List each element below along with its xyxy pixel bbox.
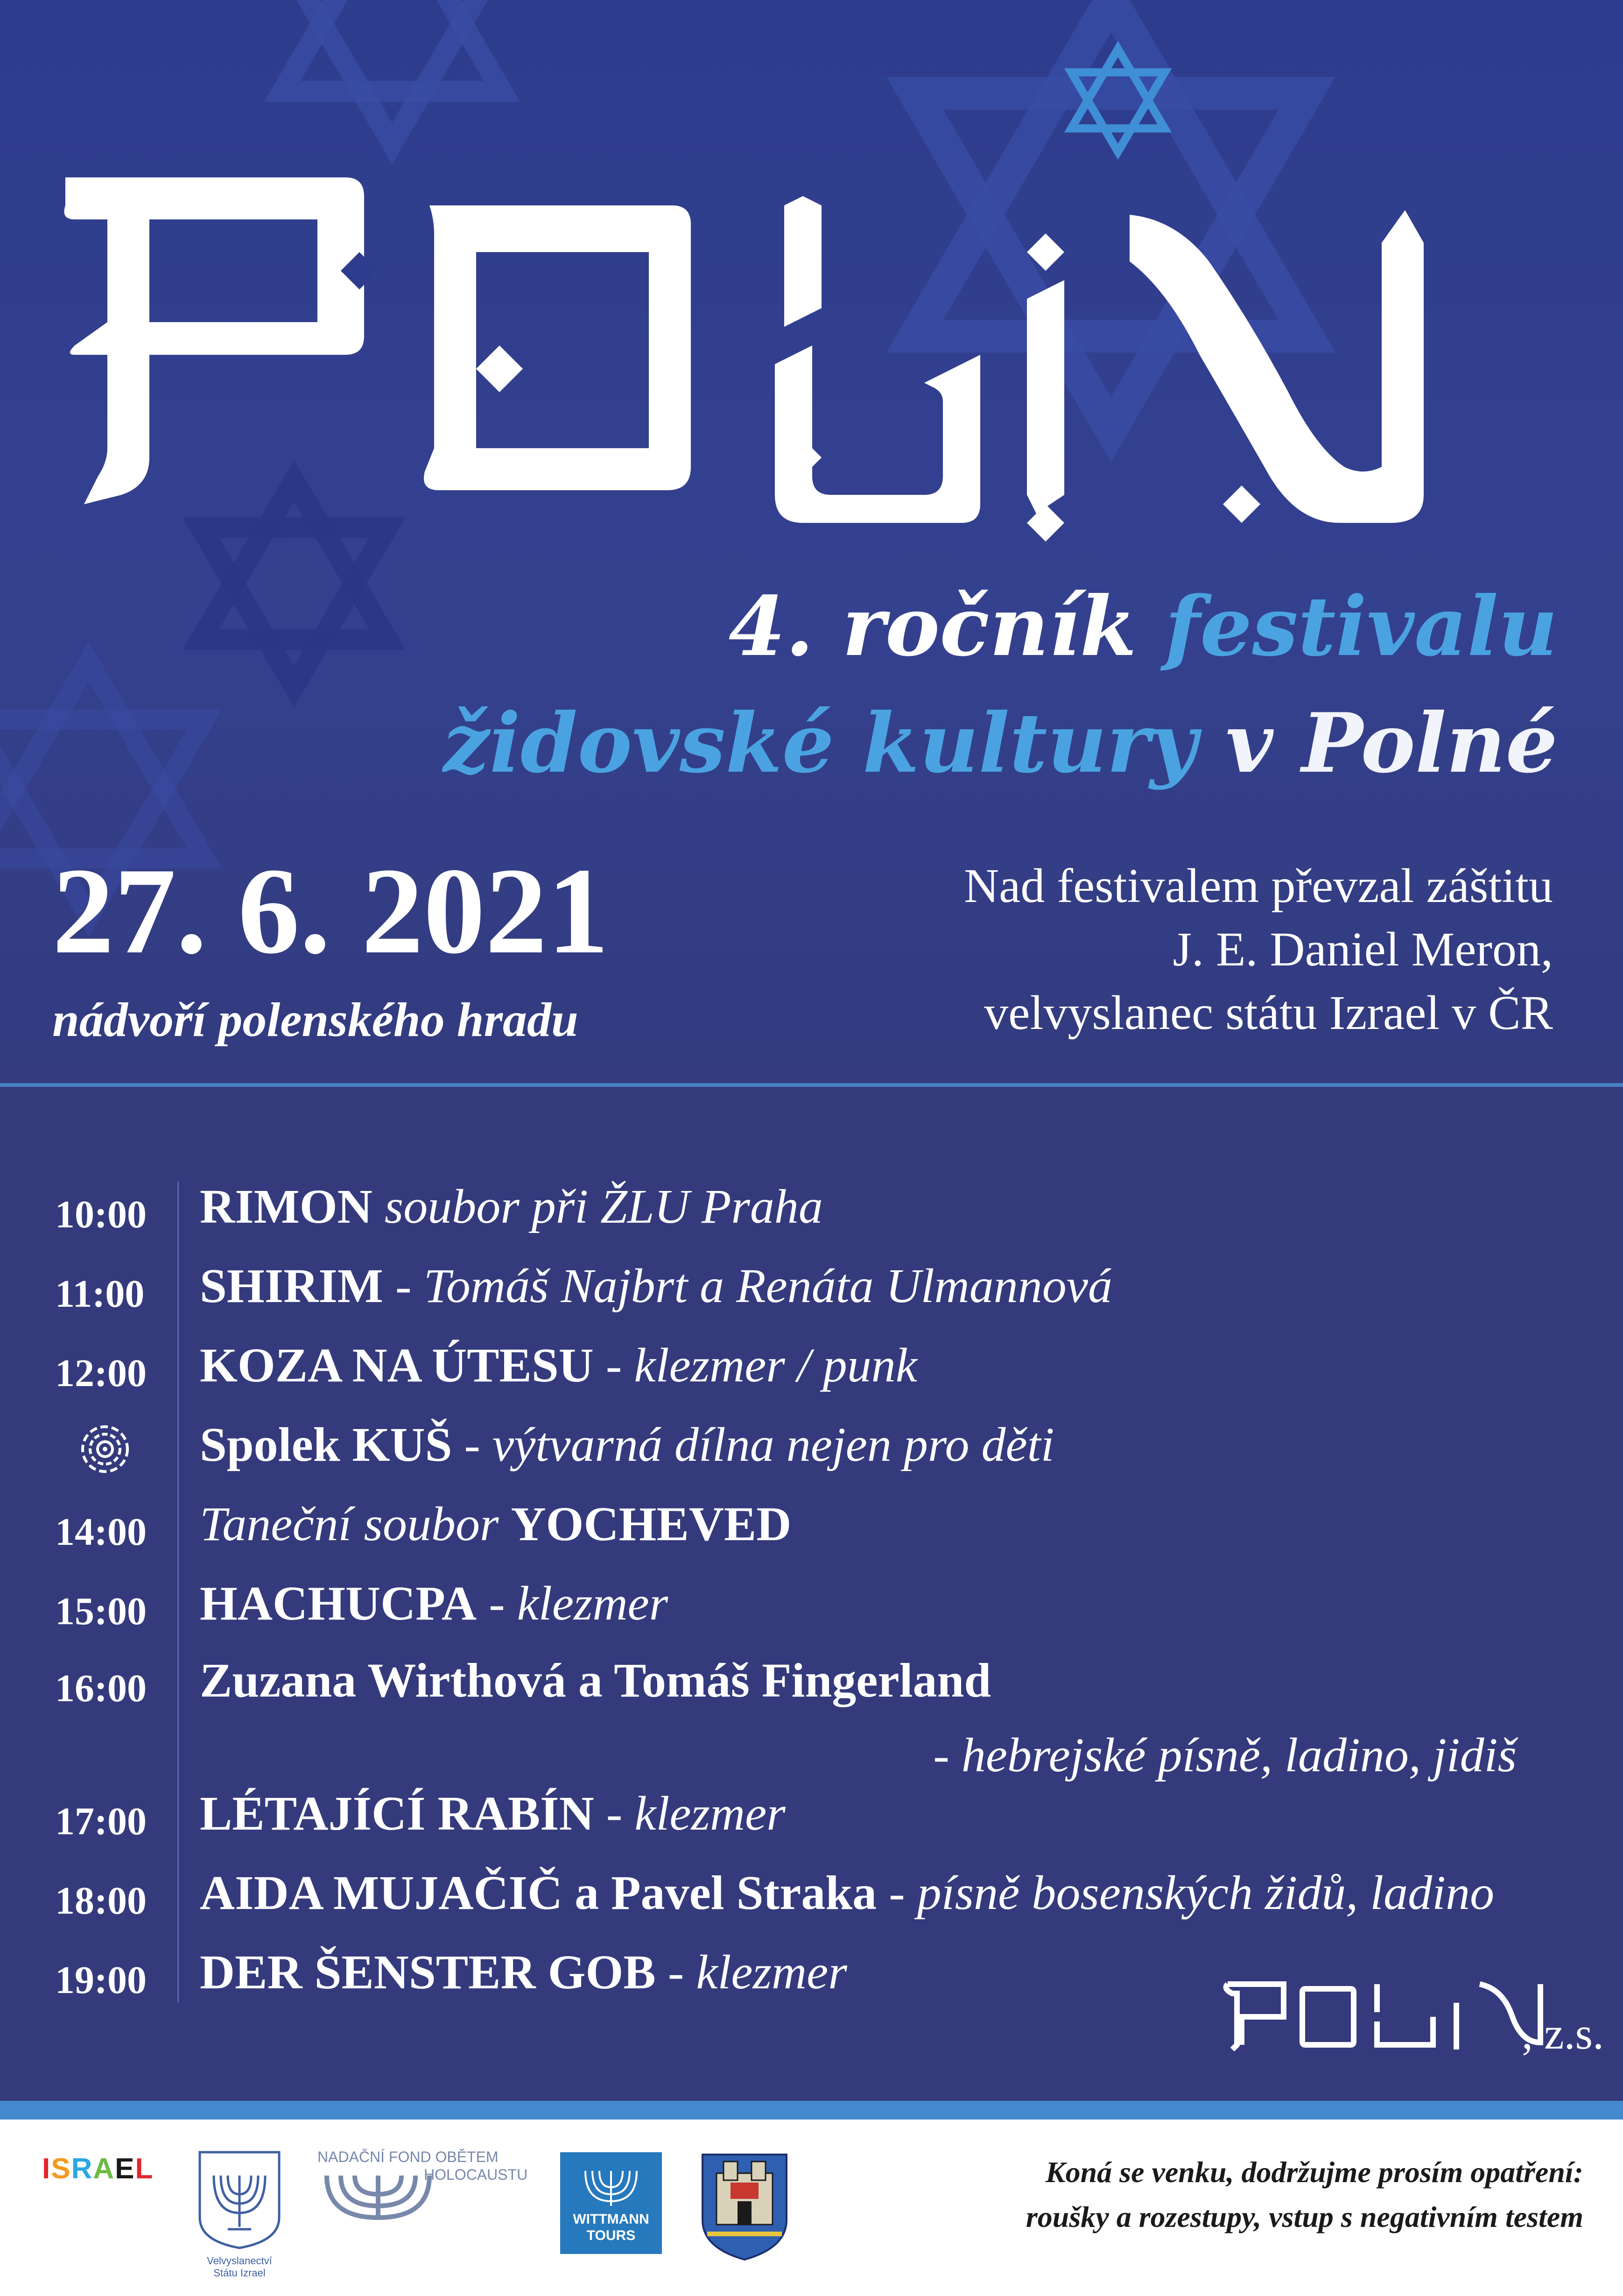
patronage-line-3: velvyslanec státu Izrael v ČR [984,986,1553,1040]
israel-letter: E [115,2153,135,2185]
program-text [200,1653,991,1708]
program-time: 19:00 [55,1958,147,2002]
program-time: 15:00 [55,1590,147,1633]
israel-letter: A [93,2153,115,2185]
small-star-of-david-icon [1060,42,1176,159]
program-row [0,1258,1623,1333]
polin-title-logo [56,168,1564,532]
covid-notice [1026,2150,1583,2240]
headline-location: v Polné [1225,696,1558,791]
program-text [200,1865,1494,1921]
program-text [200,1179,823,1234]
program-time: 18:00 [55,1879,147,1923]
program-text [200,1258,1112,1314]
program-description: - klezmer [655,1945,847,1999]
program-performer: YOCHEVED [511,1497,792,1551]
bottom-accent-bar [0,2101,1623,2120]
israel-letter: R [71,2153,93,2185]
organizer-suffix: , z.s. [1522,2008,1604,2058]
embassy-label: Velvyslanectví Státu Izrael [207,2255,272,2279]
israel-logo [42,2152,154,2185]
program-description: - Tomáš Najbrt a Renáta Ulmannová [383,1259,1112,1313]
headline-edition: 4. ročník [728,579,1137,675]
program-row [0,1786,1623,1860]
israel-letter: S [51,2153,71,2185]
patronage-line-2: J. E. Daniel Meron, [1173,923,1553,976]
program-description: - výtvarná dílna nejen pro děti [452,1418,1054,1472]
fund-label-line-1: NADAČNÍ FOND OBĚTEM [317,2148,499,2165]
program-performer: KOZA NA ÚTESU [200,1338,594,1392]
program-performer: AIDA MUJAČIČ a Pavel Straka [200,1866,877,1920]
program-row [0,1865,1623,1940]
event-date: 27. 6. 2021 [52,843,609,979]
wittmann-tours-logo [560,2152,662,2254]
organizer-logo [1223,1965,1604,2059]
program-time: 17:00 [55,1800,147,1843]
program-performer: SHIRIM [200,1259,383,1313]
kus-spiral-icon [75,1423,135,1475]
notice-line-2: roušky a rozestupy, vstup s negativním testem [1026,2200,1583,2233]
israel-emblem-icon [195,2148,284,2250]
program-time: 10:00 [55,1193,147,1236]
patronage-line-1: Nad festivalem převzal záštitu [964,859,1553,913]
headline-line-1 [729,579,1558,675]
program-performer: RIMON [200,1180,372,1233]
program-performer: HACHUCPA [200,1577,477,1630]
program-time: 12:00 [55,1352,147,1395]
headline-festival: festivalu [1165,579,1558,675]
program-performer: DER ŠENSTER GOB [200,1945,656,1999]
program-description-prefix: Taneční soubor [200,1497,511,1551]
fund-label-line-2: HOLOCAUSTU [424,2166,528,2183]
notice-line-1: Koná se venku, dodržujme prosím opatření: [1045,2155,1583,2189]
program-description: - klezmer [477,1577,668,1630]
poster-header [0,0,1623,1083]
menorah-icon [581,2166,641,2208]
program-row [0,1653,1623,1727]
program-time: 14:00 [55,1510,147,1554]
wittmann-tours-label: TOURS [586,2228,636,2243]
patronage-text [964,854,1553,1045]
program-text [200,1338,917,1393]
program-row [0,1338,1623,1412]
top-star-of-david-icon [261,0,523,154]
program-description: - písně bosenských židů, ladino [877,1866,1495,1920]
headline-line-2 [443,696,1558,791]
program-performer: LÉTAJÍCÍ RABÍN [200,1787,594,1840]
program-row [0,1417,1623,1492]
program-row [0,1179,1623,1254]
program-text [200,1417,1054,1472]
program-row [0,1576,1623,1650]
program-row [0,1496,1623,1571]
program-description: soubor při ŽLU Praha [372,1180,823,1233]
section-divider [0,1083,1623,1087]
program-performer: Spolek KUŠ [200,1418,452,1472]
israel-letter: L [135,2153,154,2185]
program-text [200,1496,791,1552]
wittmann-name: WITTMANN [573,2211,649,2227]
program-text [200,1944,847,2000]
headline-jewish-culture: židovské kultury [443,696,1197,791]
program-time: 16:00 [55,1667,147,1710]
program-description: - hebrejské písně, ladino, jidiš [933,1728,1517,1782]
event-venue: nádvoří polenského hradu [52,993,578,1047]
program-time: 11:00 [55,1272,145,1316]
program-text [933,1727,1517,1783]
program-performer: Zuzana Wirthová a Tomáš Fingerland [200,1654,991,1707]
program-text [200,1786,786,1841]
holocaust-fund-logo-icon [317,2171,439,2222]
program-description: - klezmer [594,1787,786,1840]
program-description: - klezmer / punk [593,1338,917,1392]
polna-coat-of-arms-icon [698,2150,791,2262]
program-text [200,1576,668,1631]
israel-letter: I [42,2153,51,2185]
